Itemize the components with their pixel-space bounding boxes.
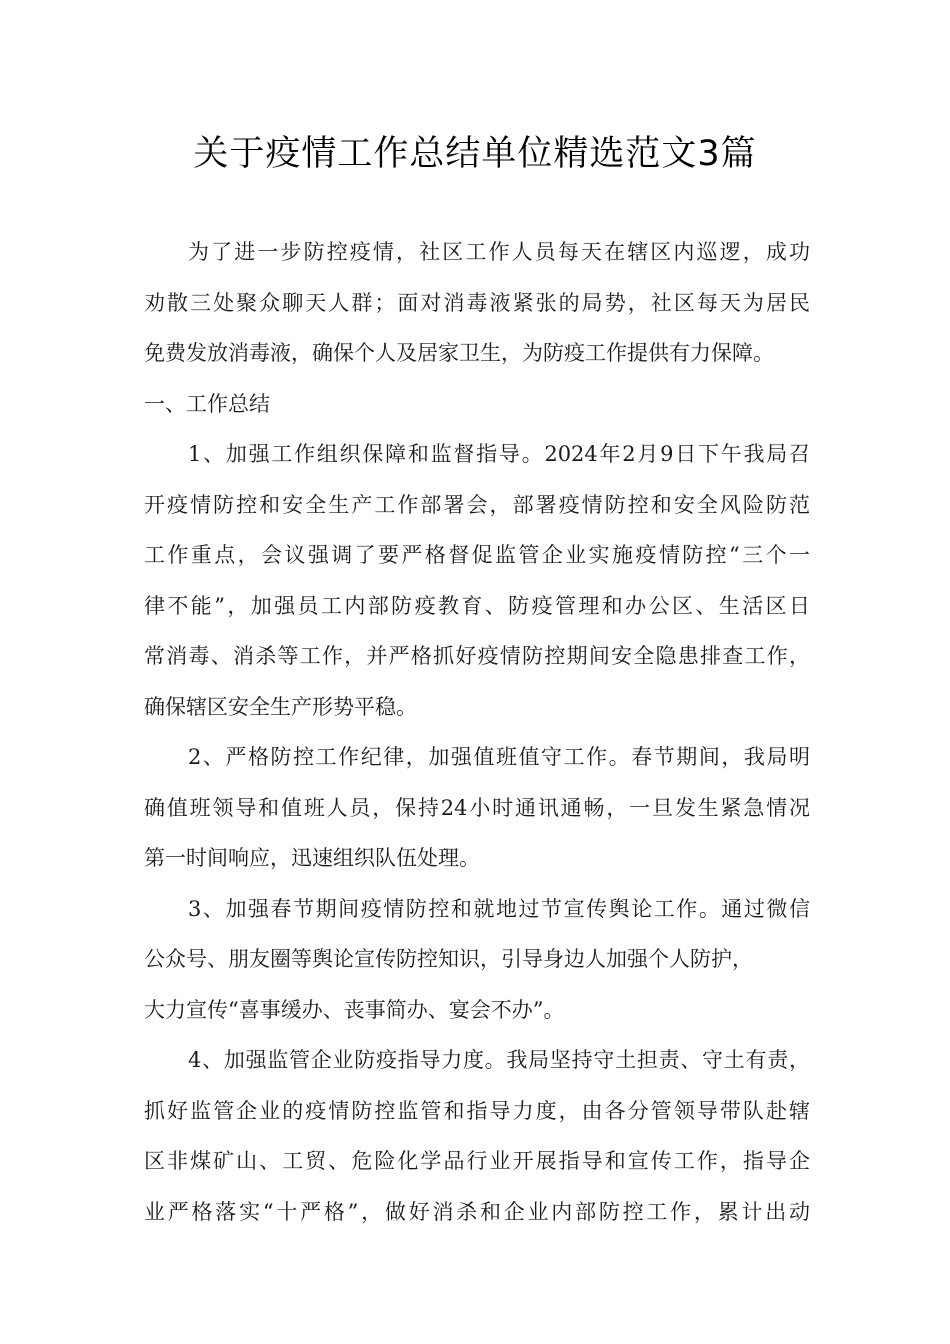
text-line: 4、加强监管企业防疫指导力度。我局坚持守土担责、守土有责， — [188, 1048, 810, 1072]
text-line: 业严格落实“十严格”，做好消杀和企业内部防控工作，累计出动 — [144, 1199, 810, 1224]
text-line: 第一时间响应，迅速组织队伍处理。 — [144, 846, 480, 870]
text-line: 1、加强工作组织保障和监督指导。2024年2月9日下午我局召 — [188, 442, 810, 466]
text-line: 大力宣传“喜事缓办、丧事简办、宴会不办”。 — [144, 997, 565, 1022]
text-line: 常消毒、消杀等工作，并严格抓好疫情防控期间安全隐患排查工作， — [144, 644, 810, 668]
text-line: 免费发放消毒液，确保个人及居家卫生，为防疫工作提供有力保障。 — [144, 341, 774, 365]
text-line: 2、严格防控工作纪律，加强值班值守工作。春节期间，我局明 — [188, 745, 810, 769]
text-line: 公众号、朋友圈等舆论宣传防控知识，引导身边人加强个人防护， — [144, 947, 753, 971]
text-line: 区非煤矿山、工贸、危险化学品行业开展指导和宣传工作，指导企 — [144, 1149, 810, 1173]
text-line: 工作重点，会议强调了要严格督促监管企业实施疫情防控“三个一 — [144, 543, 810, 567]
document-body — [144, 230, 810, 1240]
text-line: 确值班领导和值班人员，保持24小时通讯通畅，一旦发生紧急情况 — [144, 795, 810, 820]
text-line: 劝散三处聚众聊天人群；面对消毒液紧张的局势，社区每天为居民 — [144, 290, 810, 315]
text-line: 一、工作总结 — [144, 391, 270, 416]
text-line: 3、加强春节期间疫情防控和就地过节宣传舆论工作。通过微信 — [188, 896, 810, 921]
text-line: 抓好监管企业的疫情防控监管和指导力度，由各分管领导带队赴辖 — [144, 1098, 810, 1123]
document-title: 关于疫情工作总结单位精选范文3篇 — [193, 134, 757, 174]
text-line: 为了进一步防控疫情，社区工作人员每天在辖区内巡逻，成功 — [188, 240, 810, 264]
text-line: 开疫情防控和安全生产工作部署会，部署疫情防控和安全风险防范 — [144, 492, 810, 517]
text-line: 确保辖区安全生产形势平稳。 — [144, 694, 417, 719]
text-line: 律不能”，加强员工内部防疫教育、防疫管理和办公区、生活区日 — [144, 593, 810, 618]
